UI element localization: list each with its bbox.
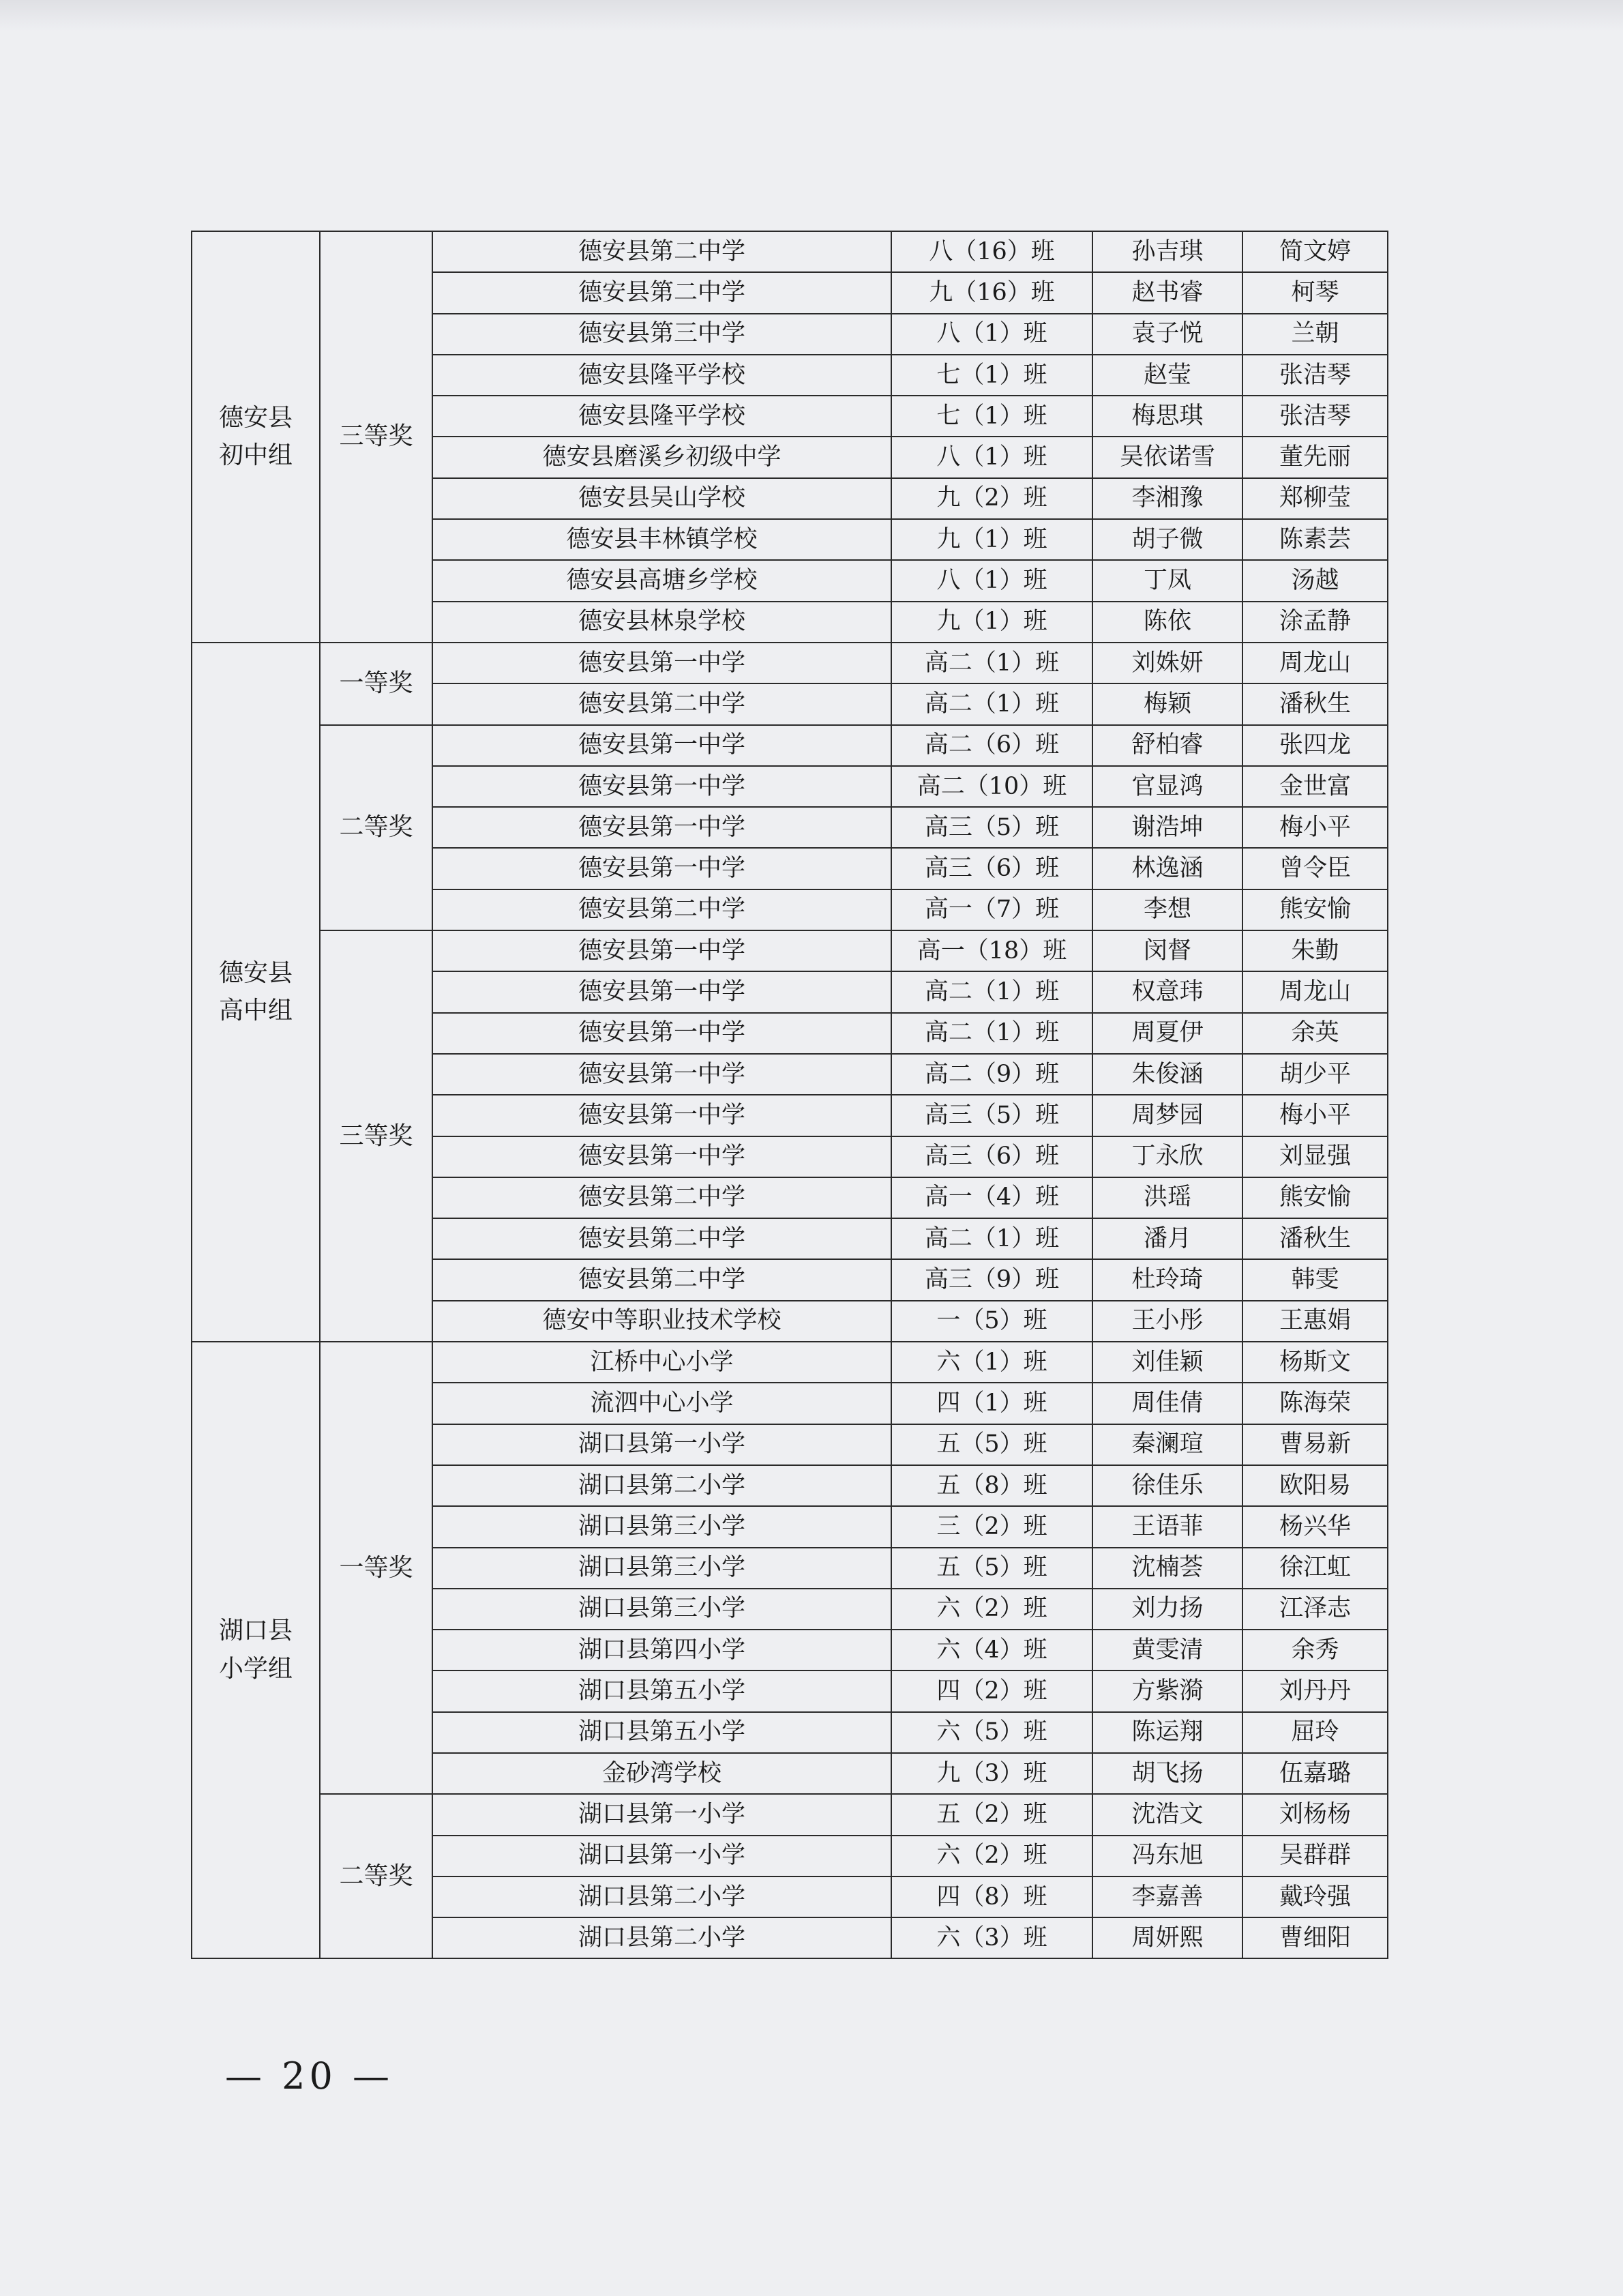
class-cell: 高二（1）班	[891, 1013, 1092, 1054]
table-row	[192, 1342, 1388, 1383]
teacher-cell: 伍嘉璐	[1242, 1753, 1388, 1794]
teacher-cell: 杨斯文	[1242, 1342, 1388, 1383]
school-cell: 德安县第二中学	[432, 1177, 891, 1218]
class-cell: 高二（1）班	[891, 1218, 1092, 1259]
teacher-cell: 欧阳易	[1242, 1465, 1388, 1506]
student-cell: 李湘豫	[1092, 478, 1242, 519]
class-cell: 八（16）班	[891, 231, 1092, 272]
teacher-cell: 王惠娟	[1242, 1301, 1388, 1342]
school-cell: 德安县第二中学	[432, 272, 891, 313]
teacher-cell: 屈玲	[1242, 1712, 1388, 1753]
school-cell: 湖口县第一小学	[432, 1836, 891, 1876]
class-cell: 八（1）班	[891, 437, 1092, 477]
teacher-cell: 戴玲强	[1242, 1876, 1388, 1917]
class-cell: 九（1）班	[891, 602, 1092, 643]
teacher-cell: 朱勤	[1242, 930, 1388, 971]
class-cell: 高二（10）班	[891, 766, 1092, 807]
class-cell: 高一（4）班	[891, 1177, 1092, 1218]
student-cell: 秦澜瑄	[1092, 1424, 1242, 1465]
teacher-cell: 简文婷	[1242, 231, 1388, 272]
page-top-shadow	[0, 0, 1623, 31]
class-cell: 六（2）班	[891, 1589, 1092, 1630]
class-cell: 九（1）班	[891, 519, 1092, 560]
teacher-cell: 胡少平	[1242, 1054, 1388, 1095]
class-cell: 一（5）班	[891, 1301, 1092, 1342]
teacher-cell: 曹易新	[1242, 1424, 1388, 1465]
student-cell: 沈浩文	[1092, 1794, 1242, 1835]
school-cell: 德安县隆平学校	[432, 396, 891, 437]
class-cell: 五（5）班	[891, 1548, 1092, 1589]
student-cell: 王小彤	[1092, 1301, 1242, 1342]
table-row	[192, 725, 1388, 766]
school-cell: 德安县第一中学	[432, 725, 891, 766]
region-group-label: 高中组	[218, 997, 293, 1025]
school-cell: 湖口县第一小学	[432, 1794, 891, 1835]
prize-level-cell: 一等奖	[320, 1342, 432, 1794]
prize-level-cell: 二等奖	[320, 1794, 432, 1958]
class-cell: 高三（6）班	[891, 848, 1092, 889]
teacher-cell: 郑柳莹	[1242, 478, 1388, 519]
class-cell: 高二（9）班	[891, 1054, 1092, 1095]
student-cell: 丁凤	[1092, 560, 1242, 601]
table-row	[192, 231, 1388, 272]
student-cell: 孙吉琪	[1092, 231, 1242, 272]
school-cell: 德安县隆平学校	[432, 355, 891, 396]
school-cell: 湖口县第二小学	[432, 1465, 891, 1506]
teacher-cell: 陈素芸	[1242, 519, 1388, 560]
region-group-label: 德安县	[218, 403, 293, 432]
page-number: — 20 —	[225, 2055, 394, 2098]
class-cell: 七（1）班	[891, 396, 1092, 437]
class-cell: 五（8）班	[891, 1465, 1092, 1506]
class-cell: 八（1）班	[891, 560, 1092, 601]
class-cell: 高一（7）班	[891, 889, 1092, 930]
teacher-cell: 梅小平	[1242, 807, 1388, 848]
student-cell: 刘姝妍	[1092, 643, 1242, 683]
student-cell: 徐佳乐	[1092, 1465, 1242, 1506]
school-cell: 德安县第一中学	[432, 1136, 891, 1177]
school-cell: 德安县第二中学	[432, 889, 891, 930]
student-cell: 方紫漪	[1092, 1671, 1242, 1711]
student-cell: 舒柏睿	[1092, 725, 1242, 766]
student-cell: 胡子微	[1092, 519, 1242, 560]
student-cell: 谢浩坤	[1092, 807, 1242, 848]
class-cell: 高三（5）班	[891, 1095, 1092, 1136]
class-cell: 六（4）班	[891, 1630, 1092, 1671]
class-cell: 高三（5）班	[891, 807, 1092, 848]
school-cell: 湖口县第一小学	[432, 1424, 891, 1465]
teacher-cell: 徐江虹	[1242, 1548, 1388, 1589]
class-cell: 高三（6）班	[891, 1136, 1092, 1177]
teacher-cell: 兰朝	[1242, 314, 1388, 355]
class-cell: 九（16）班	[891, 272, 1092, 313]
school-cell: 湖口县第五小学	[432, 1712, 891, 1753]
teacher-cell: 陈海荣	[1242, 1383, 1388, 1424]
teacher-cell: 潘秋生	[1242, 683, 1388, 724]
student-cell: 李想	[1092, 889, 1242, 930]
teacher-cell: 刘丹丹	[1242, 1671, 1388, 1711]
class-cell: 三（2）班	[891, 1506, 1092, 1547]
student-cell: 权意玮	[1092, 971, 1242, 1012]
class-cell: 六（3）班	[891, 1917, 1092, 1958]
class-cell: 九（3）班	[891, 1753, 1092, 1794]
teacher-cell: 杨兴华	[1242, 1506, 1388, 1547]
student-cell: 沈楠荟	[1092, 1548, 1242, 1589]
student-cell: 潘月	[1092, 1218, 1242, 1259]
teacher-cell: 刘杨杨	[1242, 1794, 1388, 1835]
student-cell: 吴依诺雪	[1092, 437, 1242, 477]
school-cell: 湖口县第二小学	[432, 1876, 891, 1917]
school-cell: 湖口县第三小学	[432, 1548, 891, 1589]
class-cell: 九（2）班	[891, 478, 1092, 519]
table-row	[192, 930, 1388, 971]
teacher-cell: 张洁琴	[1242, 396, 1388, 437]
class-cell: 高二（1）班	[891, 683, 1092, 724]
school-cell: 德安县林泉学校	[432, 602, 891, 643]
teacher-cell: 董先丽	[1242, 437, 1388, 477]
student-cell: 周梦园	[1092, 1095, 1242, 1136]
school-cell: 德安县第二中学	[432, 1218, 891, 1259]
student-cell: 李嘉善	[1092, 1876, 1242, 1917]
teacher-cell: 曹细阳	[1242, 1917, 1388, 1958]
table-row	[192, 643, 1388, 683]
student-cell: 梅思琪	[1092, 396, 1242, 437]
school-cell: 德安县第二中学	[432, 1259, 891, 1300]
student-cell: 闵督	[1092, 930, 1242, 971]
school-cell: 德安县第一中学	[432, 1054, 891, 1095]
award-table-body	[192, 231, 1388, 1958]
student-cell: 林逸涵	[1092, 848, 1242, 889]
teacher-cell: 周龙山	[1242, 643, 1388, 683]
student-cell: 冯东旭	[1092, 1836, 1242, 1876]
region-group-label: 小学组	[218, 1655, 293, 1683]
class-cell: 高二（6）班	[891, 725, 1092, 766]
teacher-cell: 张四龙	[1242, 725, 1388, 766]
student-cell: 黄雯清	[1092, 1630, 1242, 1671]
prize-level-cell: 二等奖	[320, 725, 432, 930]
teacher-cell: 潘秋生	[1242, 1218, 1388, 1259]
school-cell: 德安县第一中学	[432, 971, 891, 1012]
class-cell: 四（1）班	[891, 1383, 1092, 1424]
region-group-cell	[192, 1342, 320, 1958]
class-cell: 六（1）班	[891, 1342, 1092, 1383]
class-cell: 五（5）班	[891, 1424, 1092, 1465]
student-cell: 杜玲琦	[1092, 1259, 1242, 1300]
class-cell: 五（2）班	[891, 1794, 1092, 1835]
class-cell: 四（2）班	[891, 1671, 1092, 1711]
student-cell: 刘力扬	[1092, 1589, 1242, 1630]
prize-level-cell: 一等奖	[320, 643, 432, 725]
school-cell: 德安中等职业技术学校	[432, 1301, 891, 1342]
teacher-cell: 周龙山	[1242, 971, 1388, 1012]
teacher-cell: 曾令臣	[1242, 848, 1388, 889]
school-cell: 德安县吴山学校	[432, 478, 891, 519]
teacher-cell: 熊安愉	[1242, 1177, 1388, 1218]
teacher-cell: 刘显强	[1242, 1136, 1388, 1177]
student-cell: 周妍熙	[1092, 1917, 1242, 1958]
teacher-cell: 熊安愉	[1242, 889, 1388, 930]
teacher-cell: 金世富	[1242, 766, 1388, 807]
teacher-cell: 余英	[1242, 1013, 1388, 1054]
class-cell: 高二（1）班	[891, 643, 1092, 683]
award-table	[191, 231, 1388, 1959]
school-cell: 德安县第三中学	[432, 314, 891, 355]
school-cell: 德安县第一中学	[432, 930, 891, 971]
school-cell: 德安县第一中学	[432, 1095, 891, 1136]
region-group-cell	[192, 643, 320, 1342]
student-cell: 朱俊涵	[1092, 1054, 1242, 1095]
student-cell: 赵莹	[1092, 355, 1242, 396]
school-cell: 德安县第一中学	[432, 766, 891, 807]
class-cell: 六（5）班	[891, 1712, 1092, 1753]
school-cell: 德安县第二中学	[432, 683, 891, 724]
school-cell: 德安县第一中学	[432, 643, 891, 683]
region-group-label: 湖口县	[218, 1617, 293, 1645]
prize-level-cell: 三等奖	[320, 231, 432, 643]
school-cell: 金砂湾学校	[432, 1753, 891, 1794]
teacher-cell: 韩雯	[1242, 1259, 1388, 1300]
school-cell: 德安县第一中学	[432, 1013, 891, 1054]
school-cell: 流泗中心小学	[432, 1383, 891, 1424]
school-cell: 湖口县第二小学	[432, 1917, 891, 1958]
teacher-cell: 梅小平	[1242, 1095, 1388, 1136]
school-cell: 德安县第一中学	[432, 807, 891, 848]
student-cell: 陈运翔	[1092, 1712, 1242, 1753]
region-group-label: 初中组	[218, 441, 293, 470]
school-cell: 德安县丰林镇学校	[432, 519, 891, 560]
teacher-cell: 汤越	[1242, 560, 1388, 601]
school-cell: 江桥中心小学	[432, 1342, 891, 1383]
student-cell: 赵书睿	[1092, 272, 1242, 313]
student-cell: 梅颖	[1092, 683, 1242, 724]
teacher-cell: 余秀	[1242, 1630, 1388, 1671]
school-cell: 湖口县第五小学	[432, 1671, 891, 1711]
class-cell: 六（2）班	[891, 1836, 1092, 1876]
teacher-cell: 柯琴	[1242, 272, 1388, 313]
school-cell: 德安县磨溪乡初级中学	[432, 437, 891, 477]
student-cell: 官显鸿	[1092, 766, 1242, 807]
student-cell: 王语菲	[1092, 1506, 1242, 1547]
class-cell: 高一（18）班	[891, 930, 1092, 971]
class-cell: 高二（1）班	[891, 971, 1092, 1012]
table-row	[192, 1794, 1388, 1835]
student-cell: 胡飞扬	[1092, 1753, 1242, 1794]
teacher-cell: 张洁琴	[1242, 355, 1388, 396]
student-cell: 周夏伊	[1092, 1013, 1242, 1054]
class-cell: 七（1）班	[891, 355, 1092, 396]
school-cell: 德安县高塘乡学校	[432, 560, 891, 601]
class-cell: 高三（9）班	[891, 1259, 1092, 1300]
teacher-cell: 江泽志	[1242, 1589, 1388, 1630]
class-cell: 八（1）班	[891, 314, 1092, 355]
student-cell: 陈依	[1092, 602, 1242, 643]
teacher-cell: 涂孟静	[1242, 602, 1388, 643]
student-cell: 洪瑶	[1092, 1177, 1242, 1218]
student-cell: 周佳倩	[1092, 1383, 1242, 1424]
student-cell: 丁永欣	[1092, 1136, 1242, 1177]
region-group-label: 德安县	[218, 958, 293, 987]
region-group-cell	[192, 231, 320, 643]
school-cell: 湖口县第三小学	[432, 1589, 891, 1630]
teacher-cell: 吴群群	[1242, 1836, 1388, 1876]
school-cell: 湖口县第三小学	[432, 1506, 891, 1547]
prize-level-cell: 三等奖	[320, 930, 432, 1342]
school-cell: 德安县第一中学	[432, 848, 891, 889]
student-cell: 袁子悦	[1092, 314, 1242, 355]
school-cell: 湖口县第四小学	[432, 1630, 891, 1671]
class-cell: 四（8）班	[891, 1876, 1092, 1917]
student-cell: 刘佳颖	[1092, 1342, 1242, 1383]
school-cell: 德安县第二中学	[432, 231, 891, 272]
